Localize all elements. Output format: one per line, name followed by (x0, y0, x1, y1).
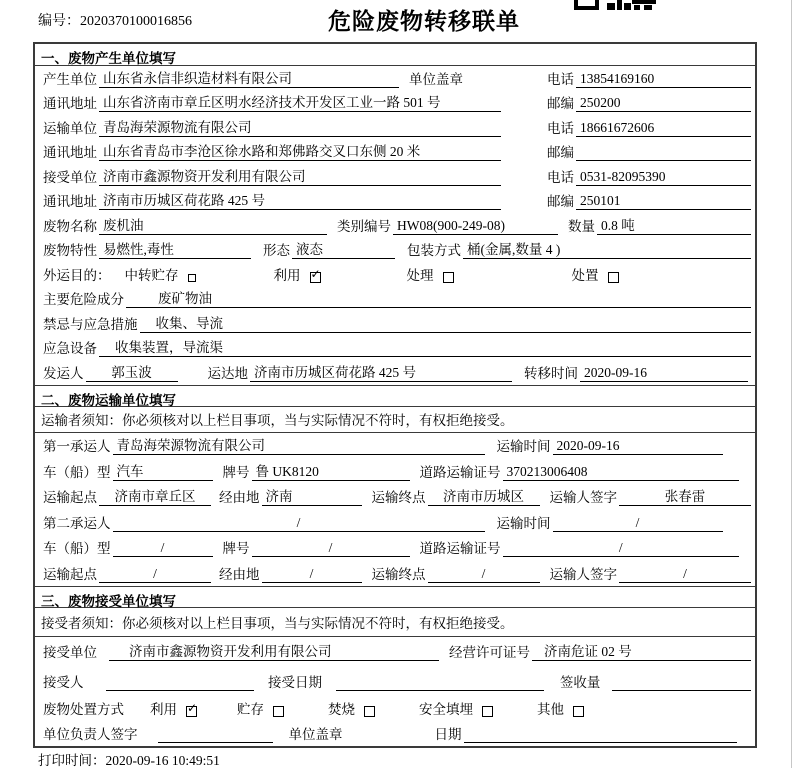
checkmark-icon: ✓ (187, 700, 198, 715)
carrier2-label: 第二承运人 (43, 515, 111, 531)
row-taboo (35, 311, 755, 336)
producer-value: 山东省永信非织造材料有限公司 (99, 67, 399, 88)
address-label: 通讯地址 (43, 194, 97, 209)
row-receive-address (35, 189, 755, 214)
transfer-time-value: 2020-09-16 (580, 365, 748, 382)
receive-address-value: 济南市历城区荷花路 425 号 (99, 189, 501, 210)
disposal-option-store: 贮存 (237, 701, 264, 717)
row-waste-traits (35, 238, 755, 263)
row-equipment (35, 336, 755, 361)
transporter-sign-value: / (619, 566, 751, 583)
phone-label: 电话 (547, 169, 574, 185)
row-vehicle2 (35, 535, 755, 561)
row-transport-address (35, 140, 755, 165)
packing-value: 桶(金属,数量 4 ) (463, 238, 751, 259)
vehicle-type-label: 车（船）型 (43, 541, 111, 556)
transport-zip-value (576, 144, 751, 161)
checkbox-unchecked-icon (443, 272, 454, 283)
document-number-label: 编号： (38, 14, 80, 29)
route-start-value: 济南市章丘区 (99, 485, 211, 506)
transport-time-value: 2020-09-16 (553, 438, 723, 455)
address-label: 通讯地址 (43, 145, 97, 160)
manifest-table (33, 42, 757, 748)
transport-address-value: 山东省青岛市李沧区徐水路和郑佛路交叉口东侧 20 米 (99, 140, 501, 161)
checkbox-unchecked-icon (364, 706, 375, 717)
category-value: HW08(900-249-08) (393, 218, 558, 235)
receiver-value (106, 674, 255, 691)
print-time-label: 打印时间： (38, 753, 106, 768)
carrier1-label: 第一承运人 (43, 439, 111, 454)
transporter-notice: 运输者须知：你必须核对以上栏目事项，当与实际情况不符时，有权拒绝接受。 (35, 407, 755, 433)
print-time-value: 2020-09-16 10:49:51 (105, 753, 220, 768)
route-start-label: 运输起点 (43, 490, 97, 505)
responsible-sign-value (158, 726, 273, 743)
phone-label: 电话 (547, 71, 574, 87)
transporter-sign-label: 运输人签字 (549, 490, 617, 505)
date-label: 日期 (434, 726, 462, 742)
license-value: 济南危证 02 号 (532, 640, 751, 661)
vehicle-type-value: / (113, 540, 213, 557)
document-number-value: 2020370100016856 (80, 14, 192, 29)
producer-zip-value: 250200 (576, 95, 751, 112)
route-end-label: 运输终点 (371, 566, 426, 582)
date-value (464, 726, 738, 743)
checkbox-unchecked-icon (273, 706, 284, 717)
plate-value: / (252, 540, 410, 557)
road-permit-label: 道路运输证号 (419, 541, 501, 556)
destination-value: 济南市历城区荷花路 425 号 (250, 361, 512, 382)
row-producer (35, 66, 755, 91)
dispatcher-label: 发运人 (43, 365, 84, 381)
route-end-value: 济南市历城区 (428, 485, 540, 506)
phone-label: 电话 (547, 120, 574, 136)
row-route1 (35, 484, 755, 510)
hazard-label: 主要危险成分 (43, 292, 124, 307)
category-label: 类别编号 (337, 218, 391, 234)
waste-name-label: 废物名称 (43, 218, 97, 234)
checkbox-unchecked-icon (608, 272, 619, 283)
checkbox-unchecked-icon (188, 274, 196, 282)
document-number (38, 10, 192, 30)
form-label: 形态 (263, 243, 290, 258)
row-route2 (35, 560, 755, 586)
address-label: 通讯地址 (43, 96, 97, 111)
receiver-label: 接受人 (43, 674, 84, 690)
transport-unit-label: 运输单位 (43, 120, 97, 136)
transport-time-label: 运输时间 (496, 439, 551, 454)
receive-unit-label: 接受单位 (43, 644, 97, 660)
checkbox-unchecked-icon (573, 706, 584, 717)
checkbox-unchecked-icon (482, 706, 493, 717)
zip-label: 邮编 (547, 194, 574, 209)
packing-label: 包装方式 (407, 243, 461, 258)
row-carrier1 (35, 433, 755, 459)
receive-unit-value: 济南市鑫源物资开发利用有限公司 (99, 165, 501, 186)
form-value: 液态 (292, 238, 395, 259)
received-amount-value (612, 674, 751, 691)
purpose-label: 外运目的： (43, 267, 111, 283)
plate-label: 牌号 (222, 464, 250, 480)
row-producer-address (35, 91, 755, 116)
page-edge-divider (791, 0, 792, 768)
producer-phone-value: 13854169160 (576, 71, 751, 88)
row-transport-unit (35, 115, 755, 140)
receive-unit-label: 接受单位 (43, 169, 97, 185)
receive-unit-value: 济南市鑫源物资开发利用有限公司 (109, 640, 439, 661)
receive-date-label: 接受日期 (268, 674, 323, 690)
transport-time-label: 运输时间 (496, 515, 551, 531)
purpose-option-transfer: 中转贮存 (124, 267, 179, 283)
taboo-value: 收集、导流 (140, 312, 752, 333)
plate-label: 牌号 (222, 541, 250, 556)
route-via-label: 经由地 (219, 566, 260, 582)
taboo-label: 禁忌与应急措施 (43, 316, 138, 332)
plate-value: 鲁 UK8120 (252, 460, 410, 481)
vehicle-type-value: 汽车 (113, 460, 213, 481)
unit-stamp-label: 单位盖章 (288, 726, 343, 742)
waste-name-value: 废机油 (99, 214, 327, 235)
waste-traits-value: 易燃性,毒性 (99, 238, 251, 259)
row-receive-unit-s3 (35, 637, 755, 664)
transporter-sign-value: 张春雷 (619, 485, 751, 506)
row-disposal (35, 694, 755, 721)
carrier1-value: 青岛海荣源物流有限公司 (113, 434, 485, 455)
zip-label: 邮编 (547, 96, 574, 111)
purpose-option-use: 利用 (273, 267, 301, 283)
route-via-value: / (262, 566, 362, 583)
page-title: 危险废物转移联单 (328, 9, 520, 35)
disposal-option-use: 利用 (150, 701, 177, 717)
row-hazard (35, 287, 755, 312)
stamp-label: 单位盖章 (409, 71, 463, 87)
receiver-notice: 接受者须知：你必须核对以上栏目事项，当与实际情况不符时，有权拒绝接受。 (35, 608, 755, 637)
road-permit-value: / (503, 540, 740, 557)
section1-header: 一、废物产生单位填写 (35, 44, 755, 66)
producer-address-value: 山东省济南市章丘区明水经济技术开发区工业一路 501 号 (99, 91, 501, 112)
received-amount-label: 签收量 (559, 674, 601, 690)
receive-zip-value: 250101 (576, 193, 751, 210)
transport-unit-value: 青岛海荣源物流有限公司 (99, 116, 501, 137)
disposal-option-other: 其他 (537, 701, 564, 717)
row-dispatch (35, 360, 755, 385)
carrier2-value: / (113, 515, 485, 532)
row-waste-name (35, 213, 755, 238)
row-responsible-sign (35, 721, 755, 746)
route-end-label: 运输终点 (371, 490, 426, 505)
dispatcher-value: 郭玉波 (86, 361, 178, 382)
waste-traits-label: 废物特性 (43, 243, 97, 258)
road-permit-value: 370213006408 (503, 464, 740, 481)
section3-header: 三、废物接受单位填写 (35, 586, 755, 608)
checkbox-checked-icon (186, 700, 198, 717)
route-start-label: 运输起点 (43, 566, 97, 582)
qr-code-icon (574, 0, 656, 10)
transfer-time-label: 转移时间 (524, 365, 578, 381)
route-start-value: / (99, 566, 211, 583)
road-permit-label: 道路运输证号 (419, 464, 501, 480)
equipment-value: 收集装置，导流渠 (99, 336, 751, 357)
transporter-sign-label: 运输人签字 (549, 566, 617, 582)
vehicle-type-label: 车（船）型 (43, 464, 111, 480)
hazard-value: 废矿物油 (126, 287, 751, 308)
equipment-label: 应急设备 (43, 341, 97, 356)
row-receive-unit (35, 164, 755, 189)
route-via-label: 经由地 (219, 490, 260, 505)
producer-label: 产生单位 (43, 71, 97, 87)
quantity-label: 数量 (568, 218, 595, 234)
destination-label: 运达地 (207, 365, 248, 381)
route-end-value: / (428, 566, 540, 583)
checkbox-checked-icon (310, 266, 321, 283)
license-label: 经营许可证号 (449, 644, 530, 660)
print-time (38, 749, 220, 768)
checkmark-icon: ✓ (310, 266, 321, 281)
transport-time-value: / (553, 515, 723, 532)
purpose-option-dispose: 处置 (571, 267, 599, 283)
transport-phone-value: 18661672606 (576, 120, 751, 137)
row-receiver (35, 664, 755, 694)
row-carrier2 (35, 509, 755, 535)
row-vehicle1 (35, 458, 755, 484)
disposal-option-landfill: 安全填埋 (419, 701, 473, 717)
disposal-option-burn: 焚烧 (328, 701, 355, 717)
zip-label: 邮编 (547, 145, 574, 160)
receive-phone-value: 0531-82095390 (576, 169, 751, 186)
receive-date-value (336, 674, 544, 691)
section2-header: 二、废物运输单位填写 (35, 385, 755, 407)
route-via-value: 济南 (262, 485, 362, 506)
quantity-value: 0.8 吨 (597, 214, 751, 235)
disposal-label: 废物处置方式 (43, 701, 124, 717)
purpose-option-treat: 处理 (406, 267, 434, 283)
row-purpose (35, 262, 755, 287)
responsible-sign-label: 单位负责人签字 (43, 726, 138, 742)
